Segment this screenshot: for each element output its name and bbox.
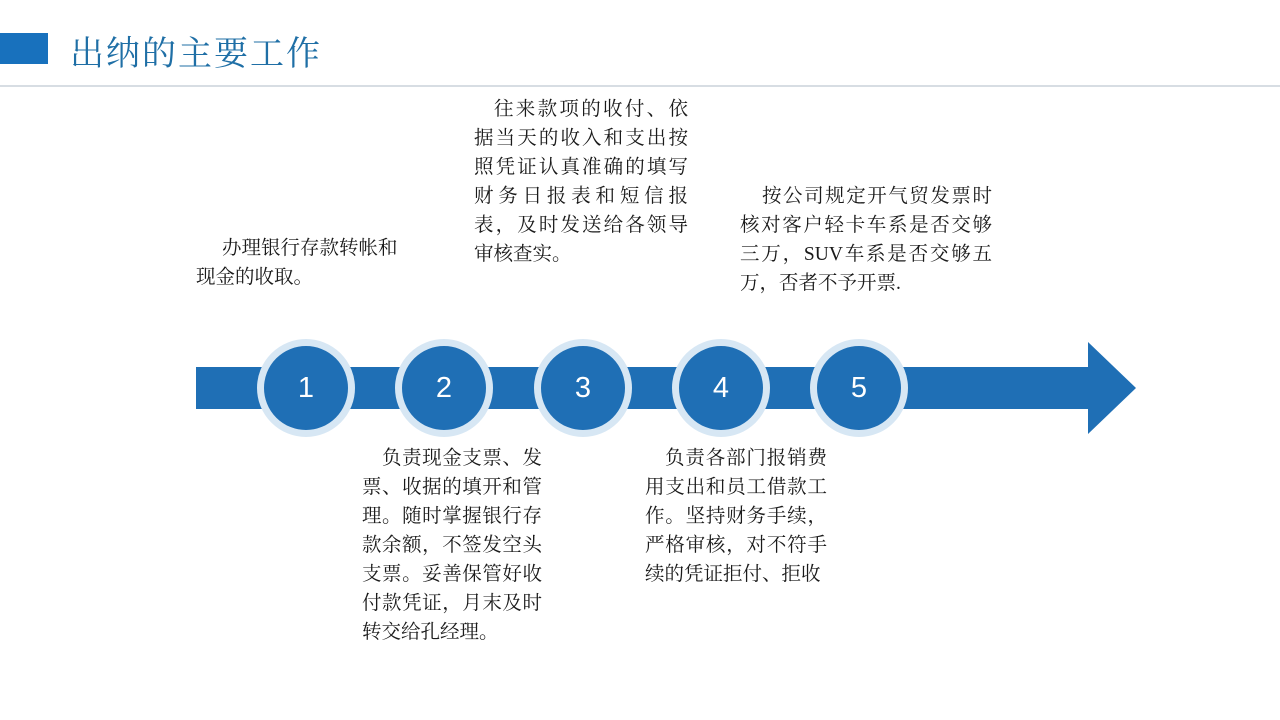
timeline-node-2[interactable]: 2 <box>395 339 493 437</box>
caption-node-4: 负责各部门报销费用支出和员工借款工作。坚持财务手续，严格审核，对不符手续的凭证拒付、拒收 <box>645 448 827 585</box>
arrow-head-icon <box>1088 342 1136 434</box>
caption-node-3: 往来款项的收付、依据当天的收入和支出按照凭证认真准确的填写财务日报表和短信报表，及时发送给各领导审核查实。 <box>474 99 688 265</box>
timeline-node-5[interactable]: 5 <box>810 339 908 437</box>
page-title: 出纳的主要工作 <box>70 35 322 73</box>
timeline-node-1[interactable]: 1 <box>257 339 355 437</box>
timeline-node-3[interactable]: 3 <box>534 339 632 437</box>
caption-node-1: 办理银行存款转帐和现金的收取。 <box>196 238 398 288</box>
caption-node-5: 按公司规定开气贸发票时核对客户轻卡车系是否交够三万，SUV车系是否交够五万，否者不予开票. <box>740 186 992 294</box>
timeline-node-4[interactable]: 4 <box>672 339 770 437</box>
slide-header <box>0 0 1280 84</box>
header-divider <box>0 85 1280 87</box>
caption-node-2: 负责现金支票、发票、收据的填开和管理。随时掌握银行存款余额，不签发空头支票。妥善保管好收付款凭证，月末及时转交给孔经理。 <box>362 448 542 643</box>
header-accent-block <box>0 33 48 64</box>
timeline-arrow <box>0 340 1280 436</box>
